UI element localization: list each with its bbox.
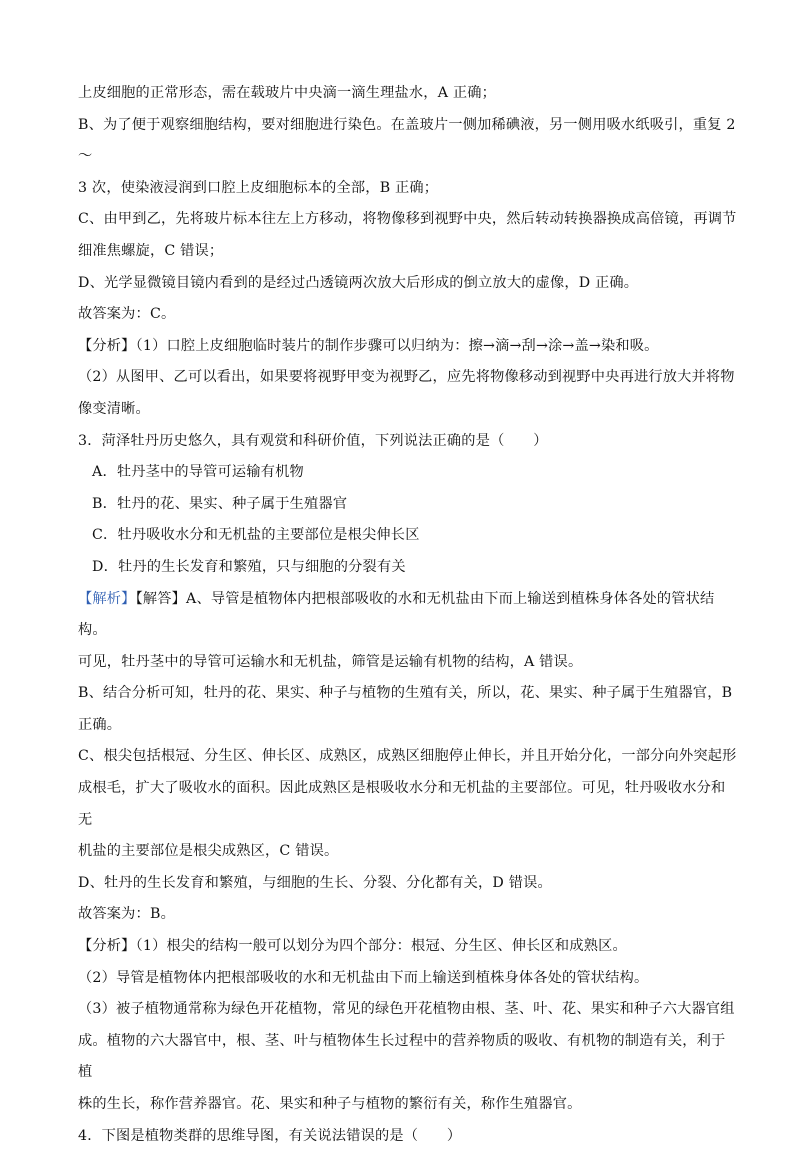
- q2-analysis-2-line1: （2）从图甲、乙可以看出，如果要将视野甲变为视野乙，应先将物像移动到视野中央再进行放大并将物: [78, 369, 735, 386]
- document-page: [78, 78, 738, 1152]
- q3-solution-a-line1: [78, 584, 738, 647]
- q3-jieda-tag: 【解答】: [135, 590, 187, 607]
- q2-option-a-continuation: 上皮细胞的正常形态，需在载玻片中央滴一滴生理盐水，A 正确；: [78, 85, 497, 101]
- q3-analysis-3-line2: 成。植物的六大器官中，根、茎、叶与植物体生长过程中的营养物质的吸收、有机物的制造有关，利于植: [78, 1032, 726, 1081]
- q2-option-c-line1: C、由甲到乙，先将玻片标本往左上方移动，将物像移到视野中央，然后转动转换器换成高倍镜，再调节: [78, 211, 737, 228]
- q2-analysis-tag: 【分析】: [78, 337, 136, 354]
- q3-solution-c-line1: C、根尖包括根冠、分生区、伸长区、成熟区，成熟区细胞停止伸长，并且开始分化，一部分向外突起形: [78, 748, 737, 765]
- q3-stem: 3．菏泽牡丹历史悠久，具有观赏和科研价值，下列说法正确的是（ ）: [78, 432, 548, 449]
- q3-option-d: D．牡丹的生长发育和繁殖，只与细胞的分裂有关: [92, 558, 406, 575]
- q4-stem: 4．下图是植物类群的思维导图，有关说法错误的是（ ）: [78, 1127, 462, 1144]
- q3-solution-c-line2: 成根毛，扩大了吸收水的面积。因此成熟区是根吸收水分和无机盐的主要部位。可见，牡丹吸收水分和无: [78, 780, 726, 828]
- q3-option-b: B．牡丹的花、果实、种子属于生殖器官: [92, 495, 348, 512]
- q2-analysis-1-text: （1）口腔上皮细胞临时装片的制作步骤可以归纳为：擦→滴→刮→涂→盖→染和吸。: [135, 337, 659, 354]
- q3-analysis-1: [78, 931, 738, 963]
- q3-solution-a-text: A、导管是植物体内把根部吸收的水和无机盐由下而上输送到植株身体各处的管状结构。: [78, 590, 715, 639]
- q2-option-d: D、光学显微镜目镜内看到的是经过凸透镜两次放大后形成的倒立放大的虚像，D 正确。: [78, 274, 639, 291]
- q3-solution-b-line2: 正确。: [78, 716, 122, 733]
- q3-solution-d: D、牡丹的生长发育和繁殖，与细胞的生长、分裂、分化都有关，D 错误。: [78, 874, 552, 891]
- q3-option-a: A．牡丹茎中的导管可运输有机物: [92, 464, 304, 481]
- q3-analysis-1-text: （1）根尖的结构一般可以划分为四个部分：根冠、分生区、伸长区和成熟区。: [135, 938, 627, 955]
- q3-option-c: C．牡丹吸收水分和无机盐的主要部位是根尖伸长区: [92, 527, 420, 544]
- q3-analysis-2: （2）导管是植物体内把根部吸收的水和无机盐由下而上输送到植株身体各处的管状结构。: [78, 969, 649, 986]
- q3-solution-c-line3: 机盐的主要部位是根尖成熟区，C 错误。: [78, 843, 339, 860]
- q3-analysis-3-line3: 株的生长，称作营养器官。花、果实和种子与植物的繁衍有关，称作生殖器官。: [78, 1096, 582, 1112]
- q2-analysis-2-line2: 像变清晰。: [78, 400, 150, 417]
- q3-solution-a-line2: 可见，牡丹茎中的导管可运输水和无机盐，筛管是运输有机物的结构，A 错误。: [78, 653, 583, 670]
- q2-analysis-1: [78, 331, 738, 363]
- q3-solution-b-line1: B、结合分析可知，牡丹的花、果实、种子与植物的生殖有关，所以，花、果实、种子属于生殖器官，B: [78, 685, 733, 702]
- q2-option-b-line1: B、为了便于观察细胞结构，要对细胞进行染色。在盖玻片一侧加稀碘液，另一侧用吸水纸吸引，重复 2～: [78, 116, 736, 165]
- q2-option-c-line2: 细准焦螺旋，C 错误；: [78, 242, 224, 259]
- q2-answer: 故答案为：C。: [78, 306, 176, 323]
- q3-analysis-tag: 【分析】: [78, 938, 136, 955]
- q3-analysis-3-line1: （3）被子植物通常称为绿色开花植物，常见的绿色开花植物由根、茎、叶、花、果实和种子六大器官组: [78, 1001, 735, 1018]
- q3-answer: 故答案为：B。: [78, 906, 175, 923]
- q3-jiexi-tag: 【解析】: [78, 590, 136, 607]
- q2-option-b-line2: 3 次，使染液浸润到口腔上皮细胞标本的全部，B 正确；: [78, 179, 439, 196]
